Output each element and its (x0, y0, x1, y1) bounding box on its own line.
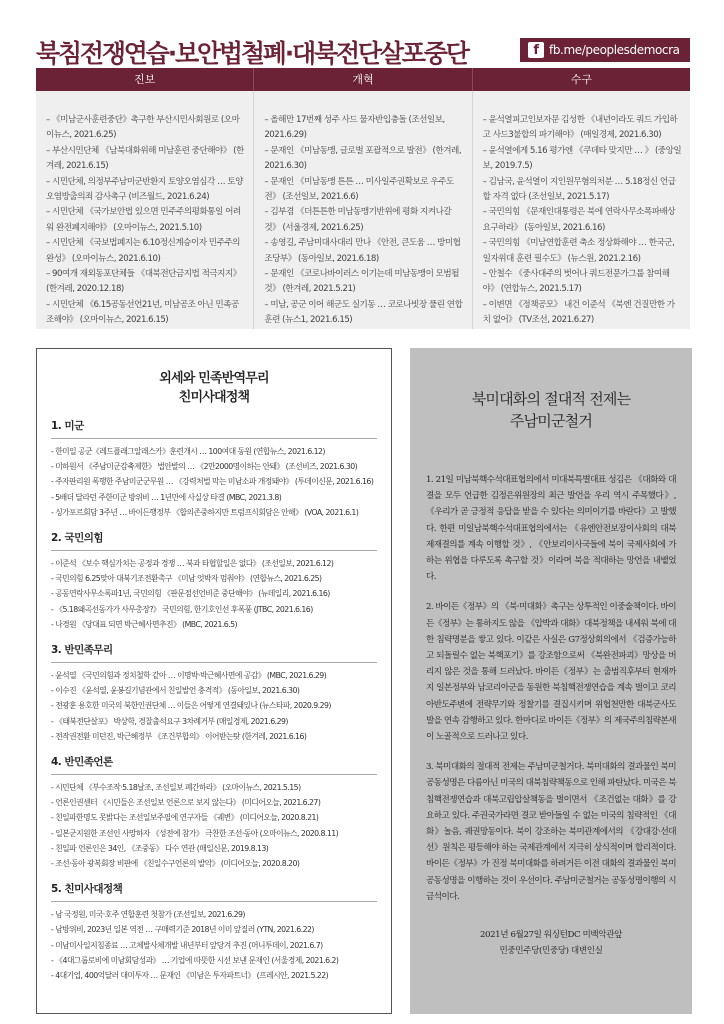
section-item: - 4대기업, 400억달러 대미투자 … 문재인 《미남은 투자파트너》 (프레시안, 2021.5.22) (51, 971, 329, 981)
news-item: – 미남, 공군 이어 해군도 실기동 … 코로나빗장 풀린 연합훈련 (뉴스1, 2021.6.15) (264, 299, 463, 326)
statement-signoff (426, 927, 676, 959)
section-item: - 한미일 공군《레드플래그알래스카》훈련개시 … 100여대 동원 (연합뉴스, 2021.6.12) (51, 447, 325, 456)
policy-list-title (51, 369, 377, 407)
news-item: – 김남국, 윤석열이 지인원무혐의처분 … 5.18정신 언급할 자격 없다 (조선일보, 2021.5.17) (482, 176, 676, 203)
news-item: – 부산시민단체 《남북대화위해 미남훈련 중단해야》 (한겨레, 2021.6.15) (46, 145, 244, 172)
column-sugu (473, 91, 690, 329)
section-item: - 나경원 《당대표 되면 박근혜사면추진》 (MBC, 2021.6.5) (51, 619, 238, 629)
news-item: – 윤석열피고인보자문 김성한 《내년이라도 쿼드 가입하고 사드3불합의 파기해야》 (매일경제, 2021.6.30) (482, 115, 678, 141)
section-item: - 일본군지원한 조선인 사망하자 《성전에 참가》 극찬한 조선·동아 (오마이뉴스, 2020.8.11) (51, 828, 339, 838)
section-item: - 싱가포르회담 3주년 … 바이든행정부 《합의존중하지만 트럼프식회담은 안해》 (VOA, 2021.6.1) (51, 507, 359, 517)
section-item: - 공동연락사무소폭파1년, 국민의힘 《판문점선언비준 중단해야》 (뉴데일리, 2021.6.16) (51, 589, 330, 599)
news-item: – 올해만 17번째 성주 사드 물자반입충돌 (조선일보, 2021.6.29) (264, 115, 445, 141)
news-item: – 국민의힘 《미남연합훈련 축소 정상화해야 … 한국군, 일자위대 훈련 필수도》 (뉴스원, 2021.2.16) (482, 238, 675, 264)
news-item: – 문재인 《코로나바이러스 이기는데 미남동맹이 모범될것》 (한겨레, 2021.5.21) (264, 269, 460, 295)
news-item: – 시민단체 《국보법폐지는 6.10정신계승이자 민주주의완성》 (오마이뉴스, 2021.6.10) (46, 238, 240, 264)
column-gaehyeok (254, 91, 472, 329)
news-columns (36, 91, 690, 329)
news-item: – 윤석열에게 5.16 평가엔 《쿠데타 맞지만 … 》 (중앙일보, 2019.7.5) (482, 145, 682, 172)
section-chinmi (51, 881, 377, 983)
news-item: – 문재인 《미남동맹 튼튼 … 미사일주권확보로 우주도전》 (조선일보, 2021.6.6) (264, 176, 454, 203)
section-item: - 5배더 달라던 주한미군 방위비 … 1년만에 사실상 타결 (MBC, 2021.3.8) (51, 492, 282, 502)
section-item: - 남방위비, 2023년 일본 역전 … 구매력기준 2018년 이미 앞질러 (YTN, 2021.6.22) (51, 925, 314, 935)
section-item: - 언론인권센터 《시민들은 조선일보 언론으로 보지 않는다》 (미디어오늘, 2021.6.27) (51, 798, 321, 808)
section-item: - 남 국정원, 미국·호주 연합훈련 첫참가 (조선일보, 2021.6.29) (51, 910, 245, 920)
statement-paragraph: 1. 21일 미남북핵수석대표협의에서 미대북특별대표 성김은 《대화와 대결을 모두 언급한 김정은위원장의 최근 발언을 우리 역시 주목했다》, 《우리가 곧 긍정적 응답을 받을 수 있다는 의미이기를 바란다》고 발했다. 한편 미일남북핵수석대표협의에서는 《유엔안전보장이사회의 대북제재결의를 계속 이행할 것》, 《안보리이사국들에 북이 국제사회에 가하는 위협을 다루도록 촉구할 것》이라며 북을 적대하는 망언을 내뱉었다. (426, 475, 676, 583)
section-title: 4. 반민족언론 (51, 754, 377, 775)
section-title: 1. 미군 (51, 418, 377, 439)
page-title: 북침전쟁연습·보안법철폐·대북전단살포중단 (36, 39, 468, 68)
section-item: - 조선·동아 광복회장 비판에 《친일수구언론의 발악》 (미디어오늘, 2020.8.20) (51, 859, 300, 869)
column-header-jinbo: 진보 (36, 68, 254, 91)
news-item: – 90여개 재외동포단체들 《대북전단금지법 적극지지》 (한겨레, 2020.12.18) (46, 269, 241, 295)
section-item: - 미하원서 《주남미군감축제한》 법안발의 … 《2만2000명이하는 안돼》 (조선비즈, 2021.6.30) (51, 462, 358, 472)
signoff-author: 민중민주당(민중당) 대변인실 (499, 946, 603, 957)
news-item: – 송영길, 주남미대사대리 만나 《안전, 큰도움 … 방미협조당부》 (동아일보, 2021.6.18) (264, 238, 461, 264)
statement-title (426, 388, 676, 432)
policy-list-box (36, 348, 392, 1014)
section-item: - 친일파한명도 못밝다는 조선일보주필에 연구자들 《궤변》 (미디어오늘, 2020.8.21) (51, 813, 319, 823)
facebook-link[interactable] (520, 38, 690, 62)
column-header-bar (36, 68, 690, 91)
section-title: 3. 반민족무리 (51, 642, 377, 663)
news-item: – 시민단체 《국가보안법 있으면 민주주의평화통일 어려워 완전폐지해야》 (오마이뉴스, 2021.5.10) (46, 207, 241, 233)
section-gukminuihim (51, 530, 377, 632)
facebook-icon: f (528, 42, 544, 58)
news-item: – 시민단체, 의정부주남미군반환지 토양오염심각 … 토양오염방출의죄 감사촉구 (비즈월드, 2021.6.24) (46, 176, 243, 203)
statement-paragraph: 2. 바이든《정부》의 《북·미대화》촉구는 상투적인 이중술책이다. 바이든《정부》는 통하지도 않을 《압박과 대화》대북정책을 내세워 북에 대한 침략명분을 쌓고 있다. 이같은 사실은 G7정상회의에서 《검증가능하고 되돌릴수 없는 북핵포기》를 강조함으로써 《북완전파괴》망상을 버리지 않은 것을 통해 드러났다. 바이든《정부》는 출범직후부터 현재까지 일본정부와 남코리아군을 동원한 북침핵전쟁연습을 계속 벌이고 코리아반도주변에 전략무기와 정찰기를 결집시키며 위협천만한 대북군사도발을 연속 감행하고 있다. 한마디로 바이든《정부》의 제국주의침략본새이 노골적으로 드러나고 있다. (426, 602, 676, 743)
section-item: - 시민단체 《부수조작·5.18날조, 조선일보 폐간하라》 (오마이뉴스, 2021.5.15) (51, 783, 301, 793)
section-item: - 전작권전환 미던진, 박근혜정부 《조건부합의》 이어받는탓 (한겨레, 2021.6.16) (51, 731, 307, 741)
section-item: - 《5.18왜곡선동가가 사무총장?》 국민의힘, 한기호인선 후폭풍 (JTBC, 2021.6.16) (51, 604, 313, 614)
policy-list-title-line1: 외세와 민족반역무리 (159, 371, 269, 386)
news-item: – 안철수 《중사대주의 벗어나 쿼드전문가그룹 참여해야》 (연합뉴스, 2021.5.17) (482, 269, 670, 295)
news-item: – 김부겸 《더튼튼한 미남동맹기반위에 평화 지켜나갈 것》 (서울경제, 2021.6.25) (264, 207, 452, 233)
news-item: – 이변면 《정책공모》 내건 이준석 《북엔 건질만한 가치 없어》 (TV조선, 2021.6.27) (482, 299, 675, 326)
section-title: 2. 국민의힘 (51, 530, 377, 551)
statement-box (410, 348, 692, 1014)
section-item: - 전광훈 용호한 미국의 북한인권단체 … 이들은 어떻게 연결돼있나 (뉴스타파, 2020.9.29) (51, 701, 331, 711)
column-header-sugu: 수구 (570, 73, 592, 86)
news-item: – 문재인 《미남동맹, 글로벌 포괄적으로 발전》 (한겨레, 2021.6.30) (264, 145, 462, 172)
section-migun (51, 418, 377, 520)
statement-title-line1: 북미대화의 절대적 전제는 (471, 390, 631, 408)
signoff-date-place: 2021년 6월27일 워싱턴DC 미백악관앞 (479, 930, 623, 941)
section-item: - 《4대그룹로비에 미남회담성과》 … 기업에 따뜻한 시선 보낸 문재인 (서울경제, 2021.6.2) (51, 955, 339, 965)
section-item: - 미남미사일지침종료 … 고체발사체개발 내년부터 앞당겨 추진 (머니투데이, 2021.6.7) (51, 940, 323, 950)
news-item: – 국민의힘 《문재인대통령은 북에 연락사무소폭파배상 요구하라》 (동아일보, 2021.6.16) (482, 207, 676, 233)
column-header-gaehyeok: 개혁 (254, 68, 472, 91)
section-item: - 이준석 《보수 핵심가치는 공정과 경쟁 … 북과 타협할일은 없다》 (조선일보, 2021.6.12) (51, 559, 334, 569)
section-item: - 주자판리원 폭행한 주남미군군무원 … 《강력처벌 막는 미남소파 개정돼야》 (투데이신문, 2021.6.16) (51, 477, 374, 487)
section-title: 5. 친미사대정책 (51, 881, 377, 902)
section-banminjok (51, 642, 377, 744)
facebook-url: fb.me/peoplesdemocra (549, 43, 680, 57)
section-item: - 국민의힘 6.25맞아 대북기조전환촉구 《미남 엇박자 멈춰야》 (연합뉴스, 2021.6.25) (51, 574, 322, 584)
section-eollon (51, 754, 377, 871)
policy-list-title-line2: 친미사대정책 (178, 390, 250, 405)
section-item: - 이수진 《윤석열, 윤봉길기념관에서 친일발언 충격적》 (동아일보, 2021.6.30) (51, 686, 300, 696)
statement-title-line2: 주남미군철거 (509, 412, 593, 430)
section-item: - 윤석열 《국민의힘과 정치철학 같아 … 이명박·박근혜사면에 공감》 (MBC, 2021.6.29) (51, 671, 327, 681)
section-item: - 친일파 언론인은 34인, 《조중동》 다수 연관 (매일신문, 2019.8.13) (51, 843, 269, 853)
news-item: – 《미남군사훈련중단》촉구한 부산시민사회원로 (오마이뉴스, 2021.6.25) (46, 115, 240, 141)
statement-paragraph: 3. 북미대화의 절대적 전제는 주남미군철거다. 북미대화의 결과물인 북미공동성명은 다름아닌 미국의 대북침략책동으로 인해 파탄났다. 미국은 북침핵전쟁연습과 대북고립압살책동을 벌이면서 《조건없는 대화》를 강요하고 있다. 주권국가라면 결코 받아들일 수 없는 미국의 침략적인 《대화》놀음, 궤권망동이다. 북이 강조하는 북미관계에서의 《강대강·선대선》원칙은 평등해야 하는 국제관계에서 지극히 상식적이며 합리적이다. 바이든《정부》가 진정 북미대화를 하려거든 이전 대화의 결과물인 북미공동성명을 이행하는 것이 우선이다. 주남미군철거는 공동성명이행의 시금석이다. (426, 762, 677, 902)
news-item: – 시민단체 《6.15공동선언21년, 미남공조 아닌 민족공조해야》 (오마이뉴스, 2021.6.15) (46, 299, 239, 326)
section-item: - 《태북전단살포》 박상학, 경찰출석요구 3차례거부 (매일경제, 2021.6.29) (51, 716, 288, 726)
column-jinbo (36, 91, 254, 329)
